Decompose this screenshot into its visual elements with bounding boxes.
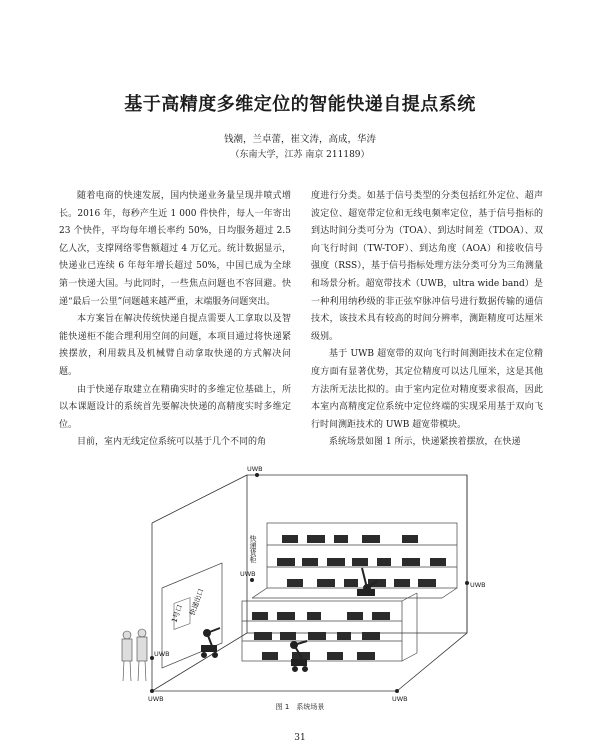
- parcel: [277, 612, 295, 620]
- paragraph: 本方案旨在解决传统快递自提点需要人工拿取以及智能快递柜不能合理利用空间的问题，本项目通过将快递紧挨摆放，利用载具及机械臂自动拿取快递的方式解决问题。: [59, 314, 291, 377]
- room-edge: [152, 633, 247, 691]
- parcel: [372, 612, 390, 620]
- left-column: [59, 188, 291, 452]
- arm-joint: [204, 630, 210, 636]
- front-shelf: [242, 593, 417, 661]
- person-leg: [145, 661, 146, 681]
- parcel: [327, 652, 343, 660]
- right-column: [311, 188, 543, 452]
- shelf-sign-text: 快递货柜: [249, 535, 257, 563]
- parcel-group: [252, 612, 390, 660]
- uwb-label: UWB: [154, 650, 170, 658]
- parcel: [402, 558, 420, 566]
- parcel: [402, 535, 418, 543]
- arm-joint: [291, 642, 297, 648]
- parcel: [302, 558, 318, 566]
- wheel: [213, 653, 217, 657]
- back-wall: [247, 475, 467, 633]
- parcel: [344, 579, 358, 587]
- parcel: [430, 558, 446, 566]
- page-number: 31: [294, 733, 306, 743]
- robot-arm: [202, 628, 220, 657]
- parcel: [394, 579, 410, 587]
- parcel: [418, 579, 436, 587]
- person-leg: [138, 661, 139, 681]
- parcel: [308, 632, 326, 640]
- room-edge: [152, 475, 247, 523]
- paragraph: 目前，室内无线定位系统可以基于几个不同的角: [77, 437, 267, 448]
- paragraph: 基于 UWB 超宽带的双向飞行时间测距技术在定位精度方面有显著优势，其定位精度可以达几厘米，这是其他方法所无法比拟的。由于室内定位对精度要求很高，因此本室内高精度定位系统中定位终端的实现采用基于双向飞行时间测距技术的 UWB 超宽带模块。: [311, 349, 543, 430]
- uwb-anchor-icon: [395, 689, 399, 693]
- uwb-label: UWB: [392, 695, 408, 703]
- shelf-edge: [442, 588, 457, 598]
- shelf-edge: [402, 653, 417, 661]
- parcel: [282, 535, 298, 543]
- shelf-sign: [249, 534, 258, 564]
- person-body: [122, 639, 132, 661]
- wall-sign-text: 快递出口: [188, 587, 206, 617]
- paragraph: 系统场景如图 1 所示，快递紧挨着摆放，在快递: [329, 437, 521, 448]
- person-head: [138, 629, 146, 637]
- person-head: [123, 631, 131, 639]
- shelf-frame: [267, 523, 457, 588]
- paper-title: 基于高精度多维定位的智能快递自提点系统: [124, 94, 476, 115]
- author-list: 钱潮，兰卓蕾，崔文涛，高成，华涛: [223, 134, 376, 145]
- parcel: [337, 632, 351, 640]
- uwb-label: UWB: [470, 581, 486, 589]
- paragraph: 由于快递存取建立在精确实时的多维定位基础上，所以本课题设计的系统首先要解决快递的高精度实时多维定位。: [59, 384, 291, 430]
- parcel: [377, 558, 391, 566]
- parcel: [327, 558, 345, 566]
- wheel: [202, 653, 206, 657]
- parcel: [307, 612, 321, 620]
- parcel-group: [277, 535, 446, 587]
- uwb-anchor-icon: [255, 473, 259, 477]
- parcel: [334, 535, 348, 543]
- shelf-edge: [402, 593, 417, 601]
- parcel: [352, 558, 368, 566]
- person-leg: [130, 661, 131, 681]
- parcel: [287, 579, 303, 587]
- affiliation: （东南大学，江苏 南京 211189）: [230, 150, 370, 160]
- person-leg: [123, 661, 124, 681]
- arm-base: [358, 590, 374, 595]
- parcel: [362, 632, 380, 640]
- parcel: [362, 535, 380, 543]
- uwb-label: UWB: [240, 570, 256, 578]
- wheel: [293, 667, 297, 671]
- uwb-anchor-icon: [250, 578, 254, 582]
- uwb-label: UWB: [247, 465, 263, 473]
- uwb-anchor-icon: [465, 581, 469, 585]
- system-scene-figure: [112, 463, 497, 703]
- room-edge: [397, 633, 467, 691]
- parcel: [252, 612, 268, 620]
- figure-caption: 图 1 系统场景: [275, 703, 325, 711]
- arm-base: [292, 660, 306, 665]
- exit-wall-panel: [162, 563, 222, 668]
- wall-sign-text: 1号口: [170, 603, 185, 624]
- arm-base: [202, 646, 216, 651]
- parcel: [277, 558, 295, 566]
- shelf-edge: [252, 588, 267, 598]
- uwb-anchor-icon: [150, 689, 154, 693]
- wheel: [303, 667, 307, 671]
- uwb-label: UWB: [148, 695, 164, 703]
- parcel: [262, 652, 278, 660]
- parcel: [280, 632, 296, 640]
- parcel: [317, 579, 335, 587]
- parcel: [254, 632, 272, 640]
- parcel: [357, 652, 375, 660]
- paragraph: 随着电商的快速发展，国内快递业务量呈现井喷式增长。2016 年，每秒产生近 1 000 件快件，每人一年寄出 23 个快件，平均每年增长率约 50%，日均服务超过 2.5 亿人次，支撑网络零售额超过 4 万亿元。统计数据显示，快递业已连续 6 年每年增长超过 50%，中国已成为全球第一快递大国。与此同时，一些焦点问题也不容回避。快递“最后一公里”问题越来越严重，末端服务问题突出。: [59, 191, 291, 307]
- customer-group: [122, 629, 147, 681]
- paragraph: 度进行分类。如基于信号类型的分类包括红外定位、超声波定位、超宽带定位和无线电频率定位，基于信号指标的到达时间分类可分为（TOA）、到达时间差（TDOA）、双向飞行时间（TW-TOF）、到达角度（AOA）和接收信号强度（RSS），基于信号指标处理方法分类可分为三角测量和场景分析。超宽带技术（UWB，ultra wide band）是一种利用纳秒级的非正弦窄脉冲信号进行数据传输的通信技术，该技术具有较高的时间分辨率，测距精度可达厘米级别。: [311, 191, 543, 342]
- parcel: [347, 612, 363, 620]
- parcel: [307, 535, 325, 543]
- person-body: [137, 637, 147, 661]
